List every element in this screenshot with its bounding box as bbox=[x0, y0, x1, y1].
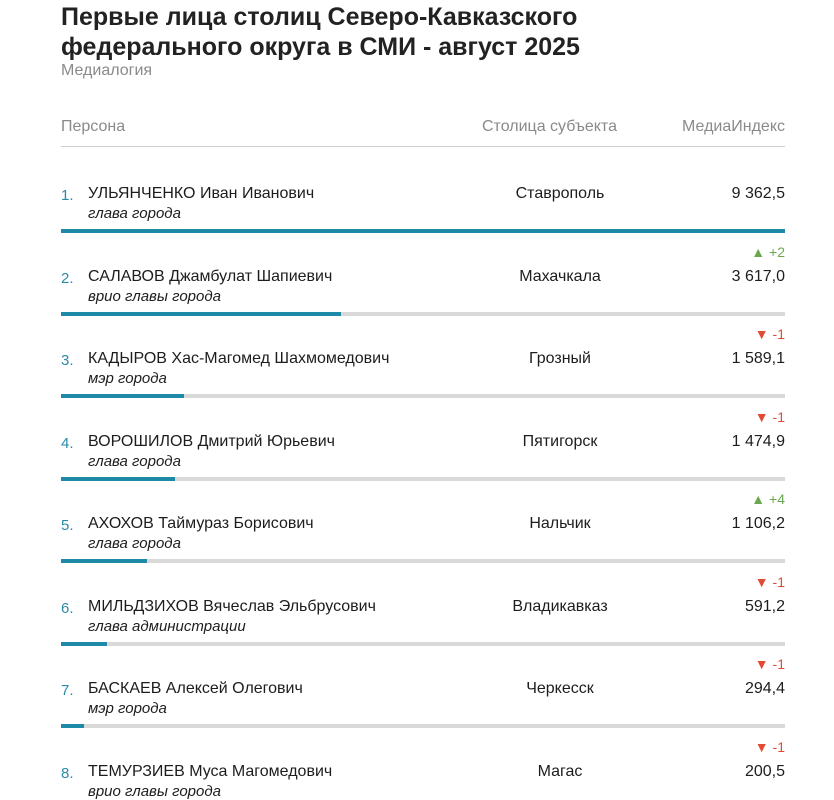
table-row bbox=[61, 570, 785, 652]
row-rank: 3. bbox=[61, 352, 74, 369]
person-role: глава города bbox=[88, 535, 181, 552]
capital-city: Магас bbox=[537, 762, 583, 780]
row-rank: 8. bbox=[61, 764, 74, 782]
column-header-city: Столица субъекта bbox=[482, 118, 617, 135]
table-row bbox=[61, 735, 785, 800]
header-divider bbox=[61, 146, 785, 147]
bar-track bbox=[61, 477, 785, 481]
row-rank: 1. bbox=[61, 187, 74, 204]
capital-city: Ставрополь bbox=[515, 185, 605, 202]
table-row bbox=[61, 322, 785, 404]
media-index-value: 1 589,1 bbox=[731, 350, 785, 367]
row-rank: 2. bbox=[61, 269, 74, 287]
rank-change-down-indicator: ▼ -1 bbox=[754, 573, 785, 590]
column-header-person: Персона bbox=[61, 118, 126, 135]
rank-change-down-indicator: ▼ -1 bbox=[754, 408, 785, 425]
chart-title: Первые лица столиц Северо-Кавказского федерального округа в СМИ - август 2025 bbox=[61, 3, 580, 61]
media-index-value: 200,5 bbox=[744, 762, 785, 780]
row-rank: 7. bbox=[61, 682, 74, 699]
media-index-value: 3 617,0 bbox=[731, 267, 785, 285]
person-role: глава города bbox=[88, 452, 181, 470]
person-name: ВОРОШИЛОВ Дмитрий Юрьевич bbox=[88, 432, 335, 450]
person-name: АХОХОВ Таймураз Борисович bbox=[88, 515, 314, 532]
rank-change-down-indicator: ▼ -1 bbox=[754, 326, 785, 342]
media-index-value: 9 362,5 bbox=[731, 185, 785, 202]
person-name: УЛЬЯНЧЕНКО Иван Иванович bbox=[88, 185, 315, 202]
person-role: глава администрации bbox=[88, 617, 246, 635]
capital-city: Грозный bbox=[529, 350, 591, 367]
person-name: ТЕМУРЗИЕВ Муса Магомедович bbox=[88, 762, 333, 780]
row-rank: 5. bbox=[61, 517, 74, 534]
column-header-index: МедиаИндекс bbox=[682, 118, 785, 135]
bar-fill bbox=[61, 642, 107, 646]
row-rank: 4. bbox=[61, 434, 74, 452]
bar-fill bbox=[61, 724, 84, 728]
person-name: МИЛЬДЗИХОВ Вячеслав Эльбрусович bbox=[88, 597, 376, 615]
media-index-value: 294,4 bbox=[744, 680, 785, 697]
rank-change-up-indicator: ▲ +4 bbox=[751, 491, 785, 507]
bar-fill bbox=[61, 312, 341, 316]
rank-change-down-indicator: ▼ -1 bbox=[754, 656, 785, 672]
person-role: врио главы города bbox=[88, 287, 221, 305]
bar-fill bbox=[61, 229, 785, 233]
capital-city: Владикавказ bbox=[512, 597, 608, 615]
rank-change-down-indicator: ▼ -1 bbox=[754, 738, 785, 755]
person-role: врио главы города bbox=[88, 782, 221, 800]
bar-fill bbox=[61, 477, 175, 481]
bar-fill bbox=[61, 559, 147, 563]
capital-city: Черкесск bbox=[526, 680, 594, 697]
table-header bbox=[61, 118, 785, 146]
person-name: САЛАВОВ Джамбулат Шапиевич bbox=[88, 267, 333, 285]
bar-track bbox=[61, 642, 785, 646]
bar-track bbox=[61, 559, 785, 563]
capital-city: Нальчик bbox=[529, 515, 591, 532]
bar-track bbox=[61, 724, 785, 728]
capital-city: Махачкала bbox=[519, 267, 601, 285]
bar-fill bbox=[61, 394, 184, 398]
media-index-value: 591,2 bbox=[744, 597, 785, 615]
media-index-value: 1 106,2 bbox=[731, 515, 785, 532]
bar-track bbox=[61, 394, 785, 398]
media-index-value: 1 474,9 bbox=[731, 432, 785, 450]
person-role: мэр города bbox=[88, 700, 167, 717]
bar-track bbox=[61, 229, 785, 233]
person-name: БАСКАЕВ Алексей Олегович bbox=[88, 680, 303, 697]
table-row bbox=[61, 240, 785, 322]
chart-source: Медиалогия bbox=[61, 62, 153, 79]
row-rank: 6. bbox=[61, 599, 74, 617]
table-row bbox=[61, 652, 785, 734]
table-row bbox=[61, 487, 785, 569]
person-role: мэр города bbox=[88, 370, 167, 387]
capital-city: Пятигорск bbox=[522, 432, 598, 450]
person-name: КАДЫРОВ Хас-Магомед Шахмомедович bbox=[88, 350, 390, 367]
rank-change-up-indicator: ▲ +2 bbox=[751, 243, 785, 260]
person-role: глава города bbox=[88, 205, 181, 222]
table-row bbox=[61, 157, 785, 239]
table-row bbox=[61, 405, 785, 487]
bar-track bbox=[61, 312, 785, 316]
